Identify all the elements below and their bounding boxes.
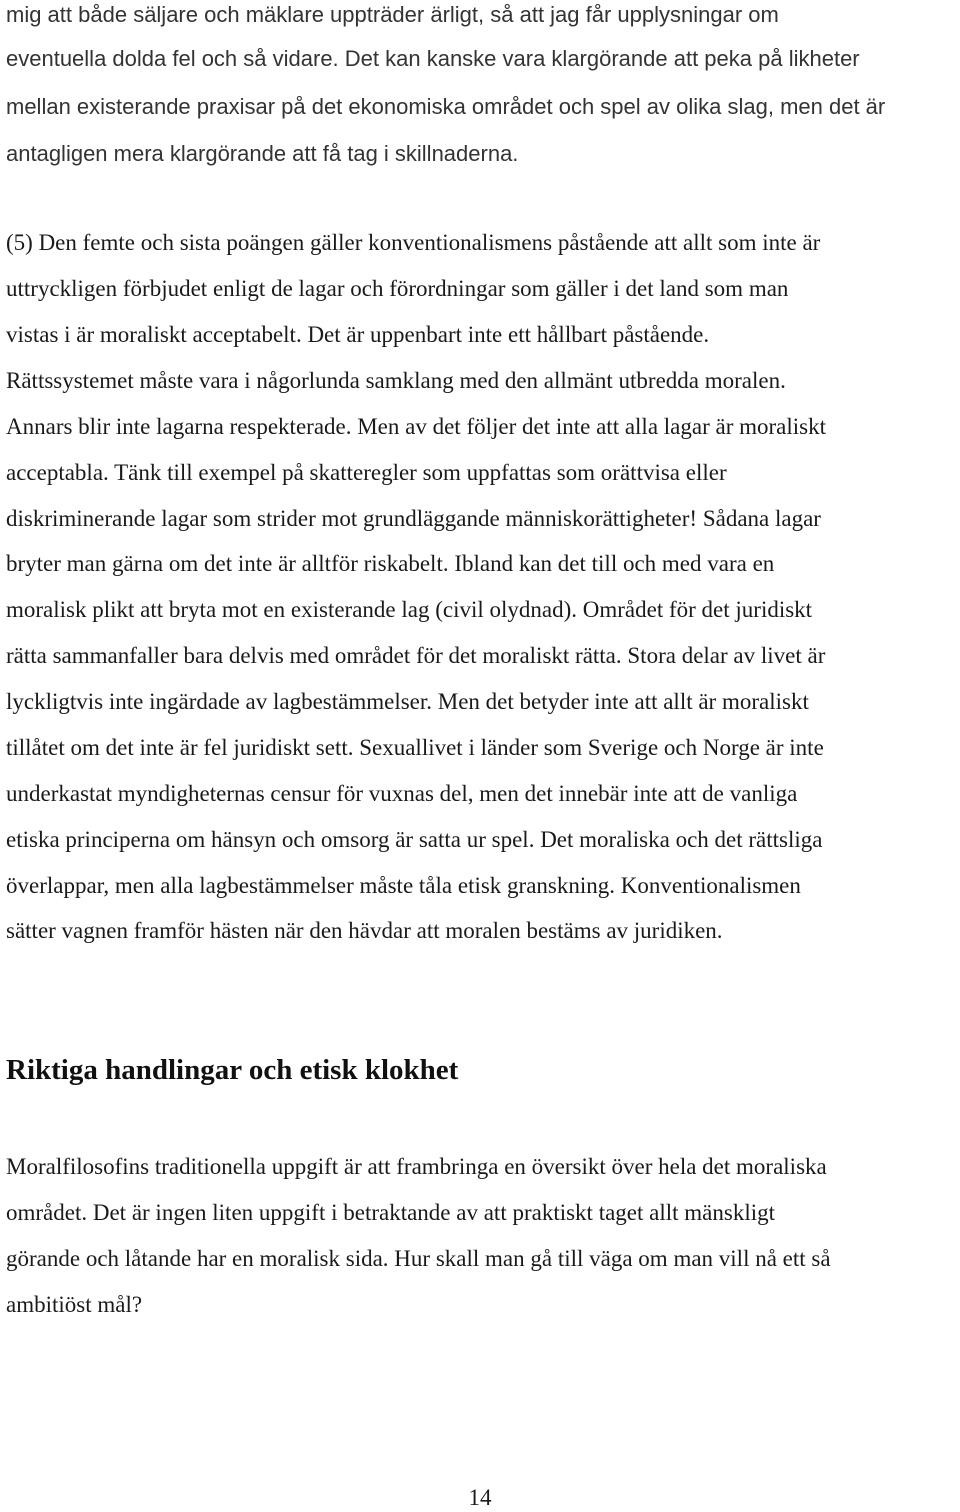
text-line: eventuella dolda fel och så vidare. Det kan kanske vara klargörande att peka på likheter: [6, 46, 860, 71]
text-line: bryter man gärna om det inte är alltför riskabelt. Ibland kan det till och med vara en: [6, 551, 775, 576]
text-line: uttryckligen förbjudet enligt de lagar och förordningar som gäller i det land som man: [6, 276, 789, 301]
text-line: underkastat myndigheternas censur för vuxnas del, men det innebär inte att de vanliga: [6, 781, 798, 806]
text-line: moralisk plikt att bryta mot en existerande lag (civil olydnad). Området för det juridiskt: [6, 597, 813, 622]
page-number: 14: [468, 1485, 492, 1510]
text-line: rätta sammanfaller bara delvis med området för det moraliskt rätta. Stora delar av livet är: [6, 643, 826, 668]
text-line: sätter vagnen framför hästen när den hävdar att moralen bestäms av juridiken.: [6, 918, 723, 943]
text-line: mellan existerande praxisar på det ekonomiska området och spel av olika slag, men det är: [6, 94, 886, 119]
text-line: tillåtet om det inte är fel juridiskt sett. Sexuallivet i länder som Sverige och Norge är inte: [6, 735, 824, 760]
section-heading: Riktiga handlingar och etisk klokhet: [6, 1054, 459, 1086]
text-line: ambitiöst mål?: [6, 1292, 143, 1317]
text-line: Annars blir inte lagarna respekterade. Men av det följer det inte att alla lagar är moraliskt: [6, 414, 826, 439]
text-line: området. Det är ingen liten uppgift i betraktande av att praktiskt taget allt mänskligt: [6, 1200, 775, 1225]
text-line: Rättssystemet måste vara i någorlunda samklang med den allmänt utbredda moralen.: [6, 368, 786, 393]
text-line: mig att både säljare och mäklare uppträder ärligt, så att jag får upplysningar om: [6, 2, 779, 27]
text-line: vistas i är moraliskt acceptabelt. Det är uppenbart inte ett hållbart påstående.: [6, 322, 710, 347]
text-line: diskriminerande lagar som strider mot grundläggande människorättigheter! Sådana lagar: [6, 506, 821, 531]
text-line: etiska principerna om hänsyn och omsorg är satta ur spel. Det moraliska och det rättsliga: [6, 827, 823, 852]
text-line: Moralfilosofins traditionella uppgift är att frambringa en översikt över hela det moraliska: [6, 1154, 827, 1179]
text-line: (5) Den femte och sista poängen gäller konventionalismens påstående att allt som inte är: [6, 230, 821, 255]
text-line: antagligen mera klargörande att få tag i skillnaderna.: [6, 141, 519, 166]
text-line: acceptabla. Tänk till exempel på skatteregler som uppfattas som orättvisa eller: [6, 460, 727, 485]
text-line: överlappar, men alla lagbestämmelser måste tåla etisk granskning. Konventionalismen: [6, 873, 801, 898]
text-line: lyckligtvis inte ingärdade av lagbestämmelser. Men det betyder inte att allt är moraliskt: [6, 689, 809, 714]
text-line: görande och låtande har en moralisk sida. Hur skall man gå till väga om man vill nå ett så: [6, 1246, 831, 1271]
